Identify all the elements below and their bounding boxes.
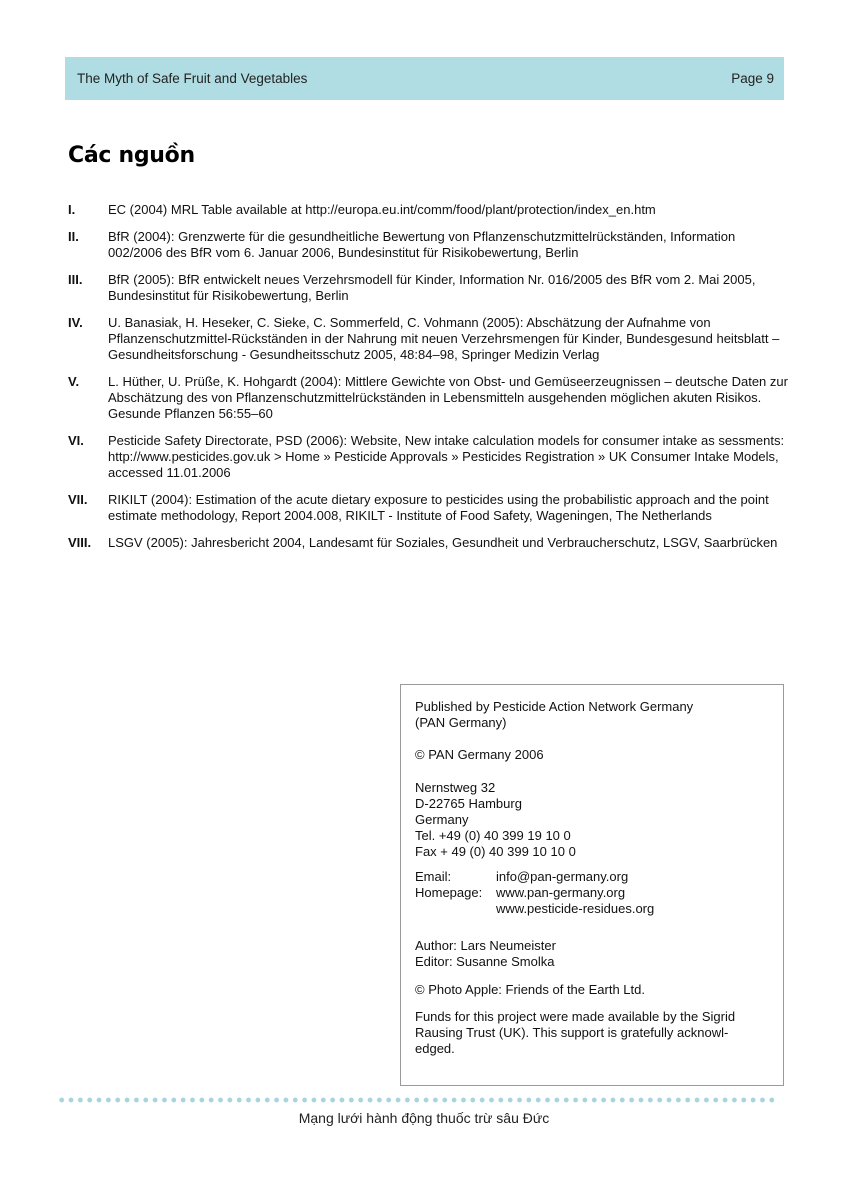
telephone: Tel. +49 (0) 40 399 19 10 0 (415, 828, 571, 844)
reference-item (68, 315, 788, 363)
dotted-divider (57, 1096, 777, 1104)
address-street: Nernstweg 32 (415, 779, 496, 795)
reference-text: LSGV (2005): Jahresbericht 2004, Landesamt für Soziales, Gesundheit und Verbraucherschutz, LSGV, Saarbrücken (108, 535, 778, 550)
reference-item (68, 492, 788, 524)
homepage-link[interactable]: www.pan-germany.org (496, 884, 626, 900)
funding-line-1: Funds for this project were made available by the Sigrid (415, 1008, 736, 1024)
reference-item (68, 433, 788, 481)
page-header (65, 57, 784, 100)
publisher-short: (PAN Germany) (415, 715, 507, 731)
reference-item (68, 202, 788, 218)
reference-number: IV. (68, 315, 83, 330)
reference-list (68, 202, 788, 562)
reference-number: III. (68, 272, 83, 287)
homepage-label: Homepage: (415, 884, 483, 900)
footer-text: Mạng lưới hành động thuốc trừ sâu Đức (298, 1110, 550, 1126)
email-label: Email: (415, 868, 452, 884)
reference-text: BfR (2004): Grenzwerte für die gesundheitliche Bewertung von Pflanzenschutzmittelrückständen, Information 002/2006 des BfR vom 6. Januar 2006, Bundesinstitut für Risikobewertung, Berlin (108, 229, 736, 260)
copyright: © PAN Germany 2006 (415, 747, 544, 763)
reference-text: RIKILT (2004): Estimation of the acute dietary exposure to pesticides using the probabilistic approach and the point estimate methodology, Report 2004.008, RIKILT - Institute of Food Safety, Wageningen, The Netherlands (108, 492, 769, 523)
homepage-row (415, 885, 769, 901)
fax: Fax + 49 (0) 40 399 10 10 0 (415, 844, 576, 860)
funding-line-2: Rausing Trust (UK). This support is gratefully acknowl- (415, 1025, 729, 1041)
reference-number: I. (68, 202, 76, 217)
page-number: Page 9 (731, 71, 774, 86)
publisher-line: Published by Pesticide Action Network Germany (415, 699, 694, 714)
reference-text: U. Banasiak, H. Heseker, C. Sieke, C. Sommerfeld, C. Vohmann (2005): Abschätzung der Aufnahme von Pflanzenschutzmittel-Rückständen in der Nahrung mit neuen Verzehrsmengen für Kinder, Bundesgesund heitsblatt – Gesundheitsforschung - Gesundheitsschutz 2005, 48:84–98, Springer Medizin Verlag (108, 315, 780, 362)
address-country: Germany (415, 812, 469, 828)
reference-item (68, 272, 788, 304)
email-row (415, 869, 769, 885)
section-title: Các nguồn (68, 143, 195, 168)
reference-number: II. (68, 229, 79, 244)
author: Author: Lars Neumeister (415, 938, 556, 954)
address-city: D-22765 Hamburg (415, 795, 522, 811)
reference-number: VIII. (68, 535, 92, 550)
reference-text: Pesticide Safety Directorate, PSD (2006): Website, New intake calculation models for consumer intake as sessments: http://www.pesticides.gov.uk > Home » Pesticide Approvals » Pesticides Registration » UK Consumer Intake Models, accessed 11.01.2006 (108, 433, 785, 480)
homepage-row-2 (415, 901, 769, 917)
reference-number: VI. (68, 433, 84, 448)
reference-item (68, 374, 788, 422)
reference-item (68, 535, 788, 551)
email-link[interactable]: info@pan-germany.org (496, 868, 629, 884)
reference-text: BfR (2005): BfR entwickelt neues Verzehrsmodell für Kinder, Information Nr. 016/2005 des BfR vom 2. Mai 2005, Bundesinstitut für Risikobewertung, Berlin (108, 272, 756, 303)
reference-number: VII. (68, 492, 88, 507)
homepage-link-2[interactable]: www.pesticide-residues.org (496, 901, 655, 917)
editor: Editor: Susanne Smolka (415, 954, 555, 970)
reference-item (68, 229, 788, 261)
reference-text: L. Hüther, U. Prüße, K. Hohgardt (2004): Mittlere Gewichte von Obst- und Gemüseerzeugnissen – deutsche Daten zur Abschätzung des von Pflanzenschutzmittelrückständen in Lebensmitteln ausgehenden möglichen akuten Risikos. Gesunde Pflanzen 56:55–60 (108, 374, 788, 421)
funding-line-3: edged. (415, 1041, 455, 1057)
imprint-box (400, 684, 784, 1086)
reference-text: EC (2004) MRL Table available at http://europa.eu.int/comm/food/plant/protection/index_en.htm (108, 202, 656, 217)
photo-credit: © Photo Apple: Friends of the Earth Ltd. (415, 981, 645, 997)
document-title: The Myth of Safe Fruit and Vegetables (77, 71, 308, 86)
reference-number: V. (68, 374, 80, 389)
